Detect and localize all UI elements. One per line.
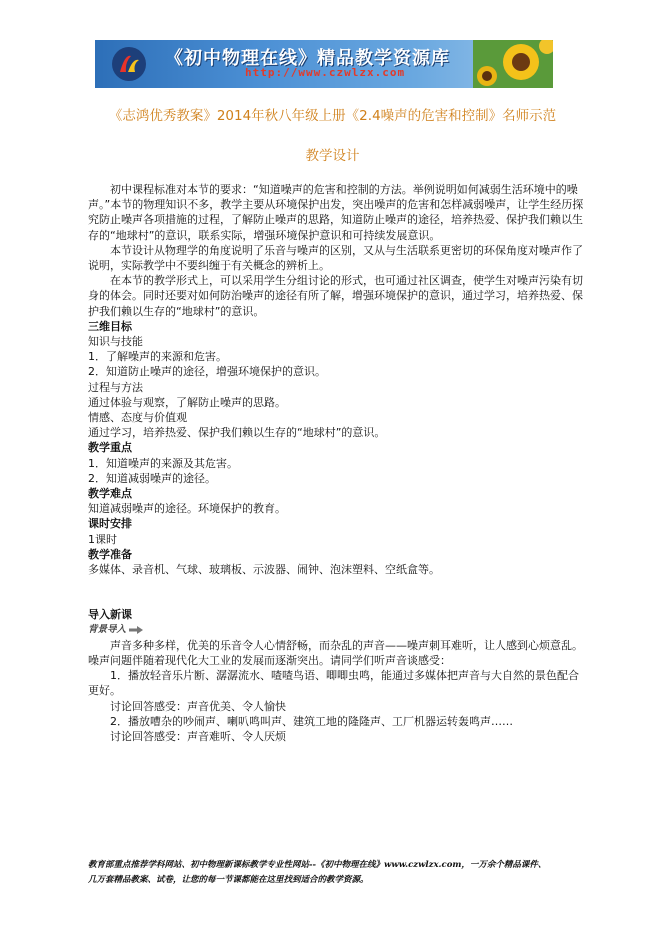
banner-url: http://www.czwlzx.com [245,66,406,79]
background-intro-label [88,622,588,637]
emotion-text: 通过学习，培养热爱、保护我们赖以生存的“地球村”的意识。 [88,426,386,440]
knowledge-item-2: 2．知道防止噪声的途径，增强环境保护的意识。 [88,365,326,379]
preparation-text: 多媒体、录音机、气球、玻璃板、示波器、闹钟、泡沫塑料、空纸盒等。 [88,563,440,577]
key-item-2: 2．知道减弱噪声的途径。 [88,471,216,485]
paragraph-3: 在本节的教学形式上，可以采用学生分组讨论的形式，也可通过社区调查，使学生对噪声污染有切身的体会。同时还要对如何防治噪声的途径有所了解，增强环境保护的意识，通过学习，培养热爱、保护我们赖以生存的“地球村”的意识。 [88,274,583,318]
paragraph-2: 本节设计从物理学的角度说明了乐音与噪声的区别，又从与生活联系更密切的环保角度对噪声作了说明，实际教学中不要纠缠于有关概念的辨析上。 [88,243,583,273]
intro-discussion-1: 讨论回答感受：声音优美、令人愉快 [110,699,286,713]
footer-line-2: 几万套精品教案、试卷，让您的每一节课都能在这里找到适合的教学资源。 [88,875,369,885]
heading-key-points: 教学重点 [88,441,132,455]
process-text: 通过体验与观察，了解防止噪声的思路。 [88,395,286,409]
paragraph-1: 初中课程标准对本节的要求：“知道噪声的危害和控制的方法。举例说明如何减弱生活环境中的噪声。”本节的物理知识不多，教学主要从环境保护出发，突出噪声的危害和怎样减弱噪声，让学生经历探究防止噪声各项措施的过程，了解防止噪声的思路，知道防止噪声的途径，培养热爱、保护我们赖以生存的“地球村”的意识，联系实际，增强环境保护意识和可持续发展意识。 [88,183,584,242]
intro-paragraph: 声音多种多样，优美的乐音令人心情舒畅，而杂乱的声音——噪声刺耳难听，让人感到心烦意乱。噪声问题伴随着现代化大工业的发展而逐渐突出。请同学们听声音谈感受： [88,638,583,667]
subheading-emotion: 情感、态度与价值观 [88,411,187,425]
site-logo [111,46,147,82]
title-line-1: 《志鸿优秀教案》2014年秋八年级上册《2.4噪声的危害和控制》名师示范 [108,108,557,124]
banner-title: 《初中物理在线》精品教学资源库 [165,48,450,69]
subheading-knowledge: 知识与技能 [88,335,143,349]
key-item-1: 1．知道噪声的来源及其危害。 [88,456,238,470]
subheading-process: 过程与方法 [88,380,143,394]
heading-hours: 课时安排 [88,517,132,531]
heading-intro: 导入新课 [88,608,132,622]
heading-difficulties: 教学难点 [88,487,132,501]
spacer [88,577,588,607]
title-line-2: 教学设计 [305,148,360,164]
footer-line-1: 教育部重点推荐学科网站、初中物理新课标教学专业性网站--《初中物理在线》www.czwlzx.com，一万余个精品课件、 [88,860,547,870]
difficulty-text: 知道减弱噪声的途径。环境保护的教育。 [88,502,286,516]
heading-preparation: 教学准备 [88,547,132,561]
intro-item-1: 1．播放轻音乐片断、潺潺流水、喳喳鸟语、唧唧虫鸣，能通过多媒体把声音与大自然的景色配合更好。 [88,669,579,698]
hours-text: 1课时 [88,532,117,546]
heading-goals: 三维目标 [88,319,132,333]
background-intro-text: 背景导入 [88,624,127,636]
header-banner [95,40,553,88]
document-body [88,182,588,744]
document-title [60,96,605,176]
arrow-right-icon [129,626,143,634]
intro-item-2: 2．播放嘈杂的吵闹声、喇叭鸣叫声、建筑工地的隆隆声、工厂机器运转轰鸣声…… [110,714,513,728]
page-footer [88,858,588,888]
knowledge-item-1: 1．了解噪声的来源和危害。 [88,350,227,364]
intro-discussion-2: 讨论回答感受：声音难听、令人厌烦 [110,729,286,743]
sunflower-image [473,40,553,88]
